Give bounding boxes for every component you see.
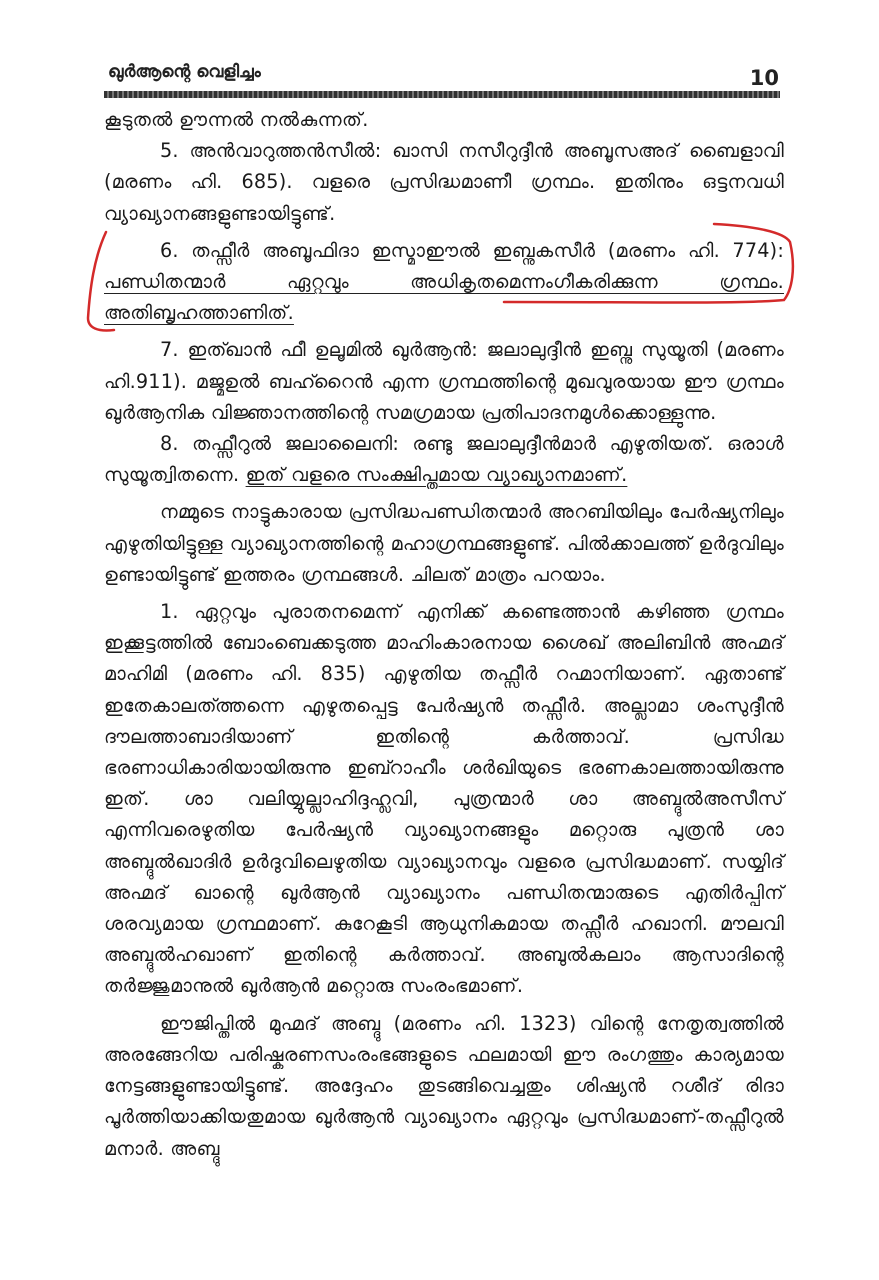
list-item-7: 7. ഇത്ഖാൻ ഫീ ഉലൂമിൽ ഖുർആൻ: ജലാലുദ്ദീൻ ഇബ്നു സുയൂതി (മരണം ഹി.911). മജ്മഉൽ ബഹ്റൈൻ എന്ന ഗ്രന്ഥത്തിന്റെ മുഖവുരയായ ഈ ഗ്രന്ഥം ഖുർആനിക വിജ്ഞാനത്തിന്റെ സമഗ്രമായ പ്രതിപാദനമുൾക്കൊള്ളുന്നു. xyxy=(104,338,784,424)
paragraph-egypt: ഈജിപ്തിൽ മുഹ്മദ് അബ്ദു (മരണം ഹി. 1323) വിന്റെ നേതൃത്വത്തിൽ അരങ്ങേറിയ പരിഷ്കരണസംരംഭങ്ങളുടെ ഫലമായി ഈ രംഗത്തും കാര്യമായ നേട്ടങ്ങളുണ്ടായിട്ടുണ്ട്. അദ്ദേഹം തുടങ്ങിവെച്ചതും ശിഷ്യൻ റശീദ് രിദാ പൂർത്തിയാക്കിയതുമായ ഖുർആൻ വ്യാഖ്യാനം ഏറ്റവും പ്രസിദ്ധമാണ്-തഫ്സീറുൽ മനാർ. അബ്ദു xyxy=(104,1011,784,1160)
body-text xyxy=(104,104,784,1164)
list-item-6-text: 6. തഫ്സീർ അബൂഫിദാ ഇസ്മാഈൽ ഇബ്നുകസീർ (മരണം ഹി. 774): xyxy=(160,238,784,262)
list-item-8 xyxy=(104,428,784,490)
underlined-phrase: പണ്ഡിതന്മാർ ഏറ്റവും അധികൃതമെന്നംഗീകരിക്കുന്ന ഗ്രന്ഥം. അതിബൃഹത്താണിത്. xyxy=(104,270,784,325)
page-number: 10 xyxy=(749,66,779,90)
underlined-phrase: ഇത് വളരെ സംക്ഷിപ്തമായ വ്യാഖ്യാനമാണ്. xyxy=(245,463,628,487)
paragraph-local-scholars: നമ്മുടെ നാട്ടുകാരായ പ്രസിദ്ധപണ്ഡിതന്മാർ അറബിയിലും പേർഷ്യനിലും എഴുതിയിട്ടുള്ള വ്യാഖ്യാനത്തിന്റെ മഹാഗ്രന്ഥങ്ങളുണ്ട്. പിൽക്കാലത്ത് ഉർദുവിലും ഉണ്ടായിട്ടുണ്ട് ഇത്തരം ഗ്രന്ഥങ്ങൾ. ചിലത് മാത്രം പറയാം. xyxy=(104,500,784,586)
paragraph-continuation: കൂടുതൽ ഊന്നൽ നൽകുന്നത്. xyxy=(104,108,369,131)
list-item-6 xyxy=(104,235,784,329)
list-item-8-text: 8. തഫ്സീറുൽ ജലാലൈനി: രണ്ടു ജലാലുദ്ദീൻമാർ എഴുതിയത്. ഒരാൾ സുയൂത്വിതന്നെ. xyxy=(104,432,784,487)
list-item-5: 5. അൻവാറുത്തൻസീൽ: ഖാസി നസീറുദ്ദീൻ അബൂസഅദ് ബൈളാവി (മരണം ഹി. 685). വളരെ പ്രസിദ്ധമാണീ ഗ്രന്ഥം. ഇതിനും ഒട്ടനവധി വ്യാഖ്യാനങ്ങളുണ്ടായിട്ടുണ്ട്. xyxy=(104,139,784,225)
list-item-1: 1. ഏറ്റവും പുരാതനമെന്ന് എനിക്ക് കണ്ടെത്താൻ കഴിഞ്ഞ ഗ്രന്ഥം ഇക്കൂട്ടത്തിൽ ബോംബെക്കടുത്ത മാഹിംകാരനായ ശൈഖ് അലിബിൻ അഹ്മദ് മാഹിമി (മരണം ഹി. 835) എഴുതിയ തഫ്സീർ റഹ്മാനിയാണ്. ഏതാണ്ട് ഇതേകാലത്ത്തന്നെ എഴുതപ്പെട്ട പേർഷ്യൻ തഫ്സീർ. അല്ലാമാ ശംസുദ്ദീൻ ദൗലത്താബാദിയാണ് ഇതിന്റെ കർത്താവ്. പ്രസിദ്ധ ഭരണാധികാരിയായിരുന്നു ഇബ്റാഹീം ശർഖിയുടെ ഭരണകാലത്തായിരുന്നു ഇത്. ശാ വലിയ്യുല്ലാഹിദ്ദഹ്ലവി, പുത്രന്മാർ ശാ അബ്ദുൽഅസീസ് എന്നിവരെഴുതിയ പേർഷ്യൻ വ്യാഖ്യാനങ്ങളും മറ്റൊരു പുത്രൻ ശാ അബ്ദുൽഖാദിർ ഉർദുവിലെഴുതിയ വ്യാഖ്യാനവും വളരെ പ്രസിദ്ധമാണ്. സയ്യിദ് അഹ്മദ് ഖാന്റെ ഖുർആൻ വ്യാഖ്യാനം പണ്ഡിതന്മാരുടെ എതിർപ്പിന് ശരവ്യമായ ഗ്രന്ഥമാണ്. കുറേകൂടി ആധുനികമായ തഫ്സീർ ഹഖാനി. മൗലവി അബ്ദുൽഹഖാണ് ഇതിന്റെ കർത്താവ്. അബുൽകലാം ആസാദിന്റെ തർജ്ജുമാനുൽ ഖുർആൻ മറ്റൊരു സംരംഭമാണ്. xyxy=(104,600,784,998)
running-head: ഖുർആന്റെ വെളിച്ചം xyxy=(108,62,261,82)
header-rule xyxy=(104,91,780,98)
